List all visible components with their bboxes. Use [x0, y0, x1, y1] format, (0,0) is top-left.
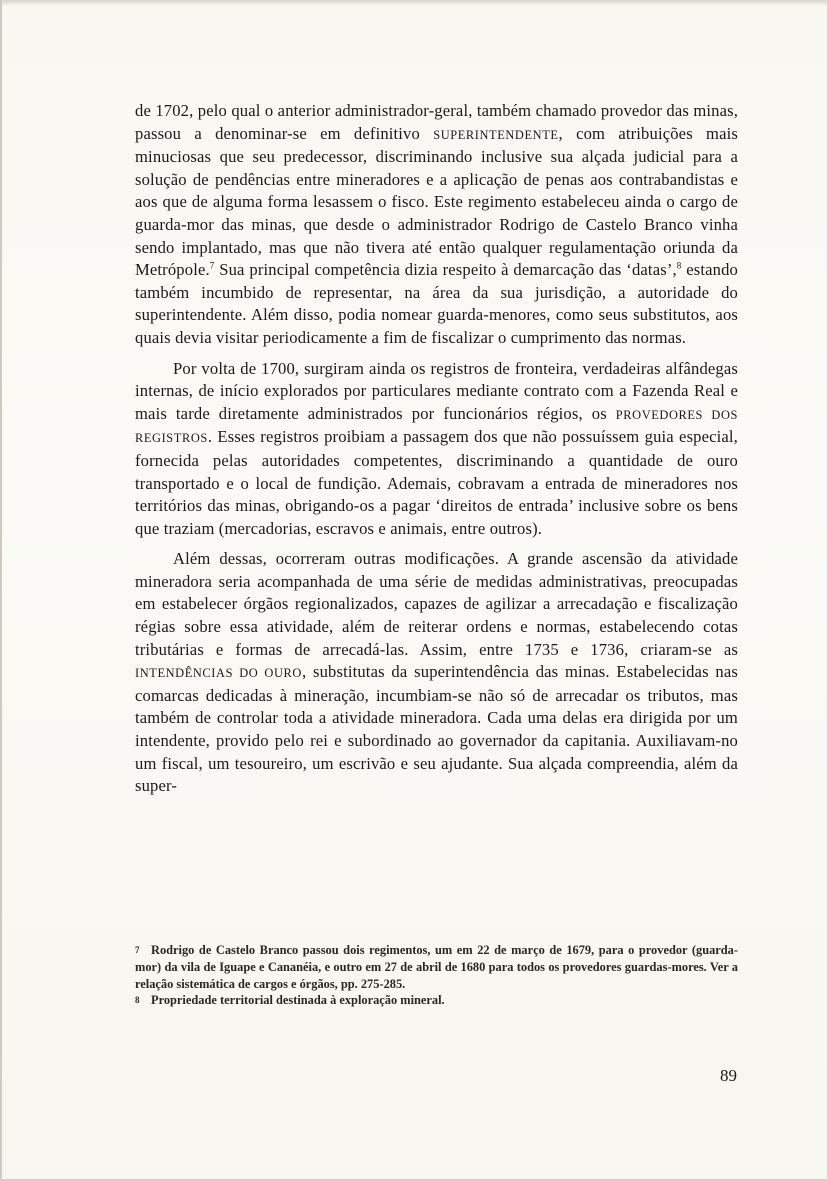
paragraph-1 [135, 100, 738, 350]
main-text [135, 100, 738, 798]
footnote-text: Rodrigo de Castelo Branco passou dois regimentos, um em 22 de março de 1679, para o provedor (guarda-mor) da vila de Iguape e Cananéia, e outro em 27 de abril de 1680 para todos os provedores guardas-mores. Ver a relação sistemática de cargos e órgãos, pp. 275-285. [135, 943, 738, 991]
paragraph-2-text-b: . Esses registros proibiam a passagem dos que não possuíssem guia especial, fornecida pelas autoridades competentes, discriminando a quantidade de ouro transportado e o local de fundição. Ademais, cobravam a entrada de mineradores nos territórios das minas, obrigando-os a pagar ‘direitos de entrada’ inclusive sobre os bens que traziam (mercadorias, escravos e animais, entre outros). [135, 427, 738, 538]
page-top-edge [2, 0, 828, 6]
footnote-number: 7 [135, 945, 140, 955]
term-intendencias-do-ouro: INTENDÊNCIAS DO OURO [135, 666, 302, 681]
paragraph-2 [135, 358, 738, 541]
paragraph-1-text-c: Sua principal competência dizia respeito à demarcação das ‘datas’, [214, 260, 677, 280]
paragraph-1-text-a: de 1702, pelo qual o anterior administrador-geral, também chamado provedor das minas, passou a denominar-se em definitivo [135, 101, 738, 143]
footnote-ref-7: 7 [209, 260, 215, 271]
footnote-8 [135, 992, 738, 1009]
paragraph-1-text-b: , com atribuições mais minuciosas que seu predecessor, discriminando inclusive sua alçada judicial para a solução de pendências entre mineradores e a aplicação de penas aos contrabandistas e aos que de alguma forma lesassem o fisco. Este regimento estabeleceu ainda o cargo de guarda-mor das minas, que desde o administrador Rodrigo de Castelo Branco vinha sendo implantado, mas que não tivera até então qualquer regulamentação oriunda da Metrópole. [135, 123, 738, 280]
paragraph-3-text-a: Além dessas, ocorreram outras modificações. A grande ascensão da atividade mineradora seria acompanhada de uma série de medidas administrativas, preocupadas em estabelecer órgãos regionalizados, capazes de agilizar a arrecadação e fiscalização régias sobre essa atividade, além de reiterar ordens e normas, estabelecendo cotas tributárias e formas de arrecadá-las. Assim, entre 1735 e 1736, criaram-se as [135, 549, 738, 659]
paragraph-3-text-b: , substitutas da superintendência das minas. Estabelecidas nas comarcas dedicadas à mineração, incumbiam-se não só de arrecadar os tributos, mas também de controlar toda a atividade mineradora. Cada uma delas era dirigida por um intendente, provido pelo rei e subordinado ao governador da capitania. Auxiliavam-no um fiscal, um tesoureiro, um escrivão e seu ajudante. Sua alçada compreendia, além da super- [135, 662, 738, 796]
footnotes [135, 942, 738, 1009]
paragraph-2-text-a: Por volta de 1700, surgiram ainda os registros de fronteira, verdadeiras alfândegas internas, de início explorados por particulares mediante contrato com a Fazenda Real e mais tarde diretamente administrados por funcionários régios, os [135, 358, 738, 423]
paragraph-1-text-d: estando também incumbido de representar, na área da sua jurisdição, a autoridade do superintendente. Além disso, podia nomear guarda-menores, como seus substitutos, aos quais devia visitar periodicamente a fim de fiscalizar o cumprimento das normas. [135, 260, 738, 347]
footnote-7 [135, 942, 738, 992]
footnote-ref-8: 8 [676, 260, 682, 271]
term-provedores-dos-registros: PROVEDORES DOS REGISTROS [135, 407, 738, 446]
paragraph-3 [135, 548, 738, 798]
page-number: 89 [720, 1066, 737, 1085]
term-superintendente: SUPERINTENDENTE [433, 127, 559, 142]
footnote-number: 8 [135, 995, 140, 1006]
footnote-text: Propriedade territorial destinada à exploração mineral. [151, 993, 445, 1008]
